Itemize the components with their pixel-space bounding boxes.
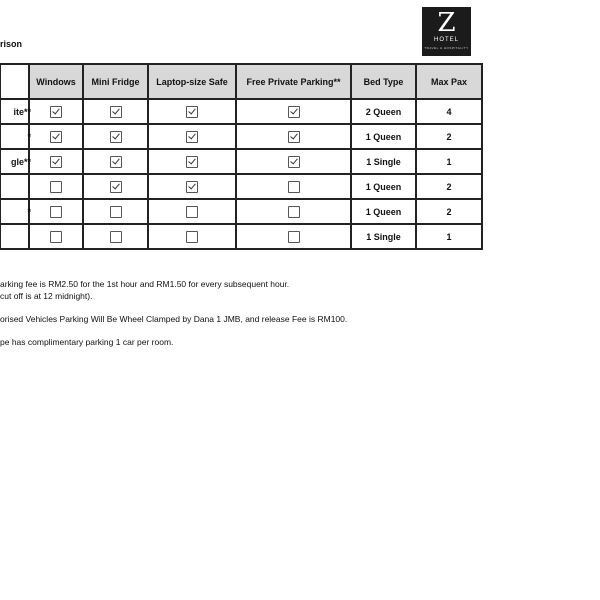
- empty-checkbox-icon: [186, 231, 198, 243]
- room-type-cell: [0, 199, 29, 224]
- empty-checkbox-icon: [50, 231, 62, 243]
- checked-checkbox-icon: [110, 131, 122, 143]
- table-row: [0, 99, 482, 124]
- max-pax-cell: 2: [416, 124, 482, 149]
- document-title: rison: [0, 39, 23, 49]
- table-row: [0, 174, 482, 199]
- room-type-label: *: [27, 131, 31, 142]
- max-pax-cell: 2: [416, 199, 482, 224]
- room-type-label: *: [27, 206, 31, 217]
- max-pax-cell: 2: [416, 174, 482, 199]
- room-type-cell: [0, 149, 29, 174]
- laptop-safe-cell: [148, 174, 236, 199]
- table-header-row: [0, 64, 482, 99]
- header-laptop-safe: Laptop-size Safe: [148, 64, 236, 99]
- checked-checkbox-icon: [186, 131, 198, 143]
- laptop-safe-cell: [148, 99, 236, 124]
- table-row: [0, 149, 482, 174]
- logo-tagline: TRAVEL & HOSPITALITY: [424, 46, 469, 50]
- max-pax-cell: 1: [416, 149, 482, 174]
- table-row: [0, 124, 482, 149]
- mini-fridge-cell: [83, 199, 148, 224]
- mini-fridge-cell: [83, 99, 148, 124]
- mini-fridge-cell: [83, 149, 148, 174]
- room-type-label: gle**: [10, 156, 31, 167]
- bed-type-cell: 1 Queen: [351, 174, 416, 199]
- empty-checkbox-icon: [186, 206, 198, 218]
- checked-checkbox-icon: [110, 106, 122, 118]
- bed-type-cell: 1 Single: [351, 224, 416, 249]
- parking-cutoff-note: cut off is at 12 midnight).: [0, 291, 93, 301]
- windows-cell: [29, 224, 83, 249]
- max-pax-cell: 1: [416, 224, 482, 249]
- wheel-clamp-note: orised Vehicles Parking Will Be Wheel Clamped by Dana 1 JMB, and release Fee is RM100.: [0, 314, 348, 324]
- checked-checkbox-icon: [186, 181, 198, 193]
- room-type-cell: [0, 124, 29, 149]
- checked-checkbox-icon: [288, 131, 300, 143]
- bed-type-cell: 1 Queen: [351, 199, 416, 224]
- parking-fee-note: arking fee is RM2.50 for the 1st hour and RM1.50 for every subsequent hour.: [0, 279, 290, 289]
- windows-cell: [29, 149, 83, 174]
- checked-checkbox-icon: [186, 156, 198, 168]
- mini-fridge-cell: [83, 124, 148, 149]
- checked-checkbox-icon: [50, 106, 62, 118]
- bed-type-cell: 1 Single: [351, 149, 416, 174]
- logo-mark: Z: [437, 8, 456, 38]
- checked-checkbox-icon: [288, 106, 300, 118]
- room-type-cell: [0, 224, 29, 249]
- empty-checkbox-icon: [288, 231, 300, 243]
- room-comparison-table: [0, 63, 483, 250]
- table-row: [0, 199, 482, 224]
- empty-checkbox-icon: [110, 206, 122, 218]
- free-parking-cell: [236, 149, 351, 174]
- bed-type-cell: 1 Queen: [351, 124, 416, 149]
- windows-cell: [29, 99, 83, 124]
- empty-checkbox-icon: [110, 231, 122, 243]
- header-mini-fridge: Mini Fridge: [83, 64, 148, 99]
- free-parking-cell: [236, 199, 351, 224]
- header-room-type: [0, 64, 29, 99]
- mini-fridge-cell: [83, 224, 148, 249]
- empty-checkbox-icon: [288, 181, 300, 193]
- checked-checkbox-icon: [110, 181, 122, 193]
- room-type-cell: [0, 174, 29, 199]
- windows-cell: [29, 199, 83, 224]
- laptop-safe-cell: [148, 199, 236, 224]
- bed-type-cell: 2 Queen: [351, 99, 416, 124]
- checked-checkbox-icon: [186, 106, 198, 118]
- header-free-parking: Free Private Parking**: [236, 64, 351, 99]
- mini-fridge-cell: [83, 174, 148, 199]
- empty-checkbox-icon: [50, 206, 62, 218]
- max-pax-cell: 4: [416, 99, 482, 124]
- empty-checkbox-icon: [288, 206, 300, 218]
- laptop-safe-cell: [148, 124, 236, 149]
- empty-checkbox-icon: [50, 181, 62, 193]
- header-max-pax: Max Pax: [416, 64, 482, 99]
- free-parking-cell: [236, 99, 351, 124]
- windows-cell: [29, 174, 83, 199]
- laptop-safe-cell: [148, 149, 236, 174]
- windows-cell: [29, 124, 83, 149]
- room-type-label: ite**: [13, 106, 31, 117]
- logo-wordmark: HOTEL: [433, 37, 459, 43]
- checked-checkbox-icon: [110, 156, 122, 168]
- free-parking-cell: [236, 224, 351, 249]
- free-parking-cell: [236, 124, 351, 149]
- laptop-safe-cell: [148, 224, 236, 249]
- table-row: [0, 224, 482, 249]
- complimentary-parking-note: pe has complimentary parking 1 car per room.: [0, 337, 174, 347]
- checked-checkbox-icon: [50, 131, 62, 143]
- checked-checkbox-icon: [50, 156, 62, 168]
- checked-checkbox-icon: [288, 156, 300, 168]
- room-type-cell: [0, 99, 29, 124]
- header-bed-type: Bed Type: [351, 64, 416, 99]
- free-parking-cell: [236, 174, 351, 199]
- header-windows: Windows: [29, 64, 83, 99]
- hotel-logo: [422, 7, 471, 56]
